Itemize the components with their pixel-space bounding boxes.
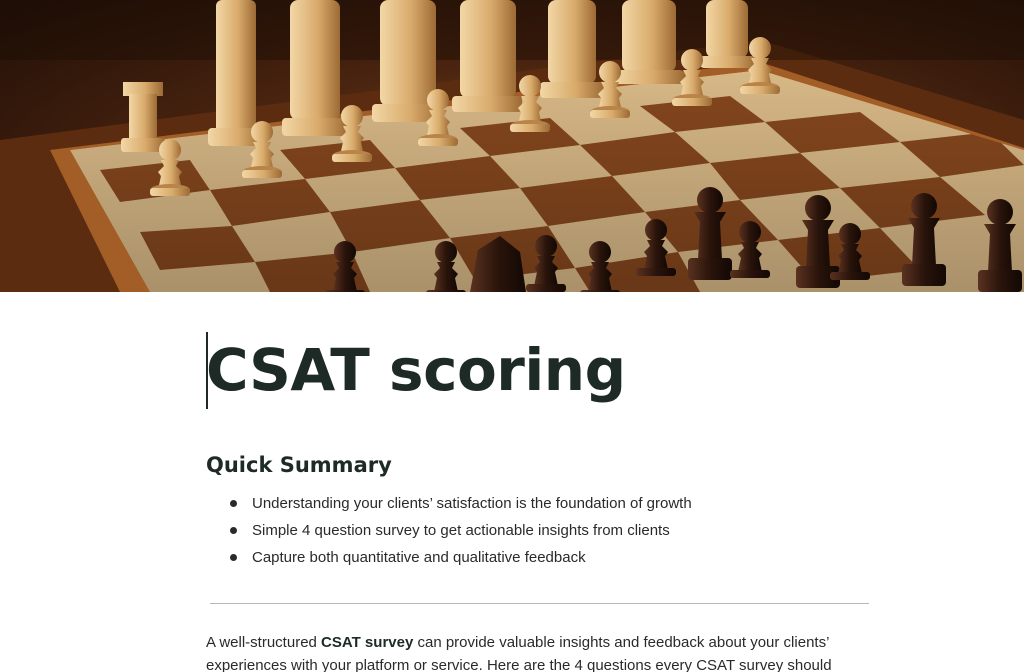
list-item[interactable]: [206, 517, 692, 544]
quick-summary-heading[interactable]: Quick Summary: [206, 453, 392, 477]
bullet-icon: [230, 500, 237, 507]
horizontal-divider: [210, 603, 869, 604]
csat-survey-bold: CSAT survey: [321, 634, 414, 651]
chess-board-illustration: [0, 0, 1024, 292]
list-item-text: Understanding your clients’ satisfaction is the foundation of growth: [252, 495, 692, 512]
list-item[interactable]: [206, 544, 692, 571]
intro-text-start: A well-structured: [206, 634, 322, 651]
bullet-icon: [230, 554, 237, 561]
cover-image[interactable]: [0, 0, 1024, 292]
list-item-text: Capture both quantitative and qualitative feedback: [252, 549, 586, 566]
list-item-text: Simple 4 question survey to get actionable insights from clients: [252, 522, 670, 539]
bullet-icon: [230, 527, 237, 534]
intro-text-end: can provide valuable insights and feedback about your clients’ experiences with your platform or service. Here are the 4 questions every CSAT survey should: [206, 634, 832, 672]
intro-paragraph[interactable]: [206, 631, 886, 672]
summary-list: [206, 490, 692, 571]
page-title[interactable]: CSAT scoring: [206, 336, 626, 404]
list-item[interactable]: [206, 490, 692, 517]
